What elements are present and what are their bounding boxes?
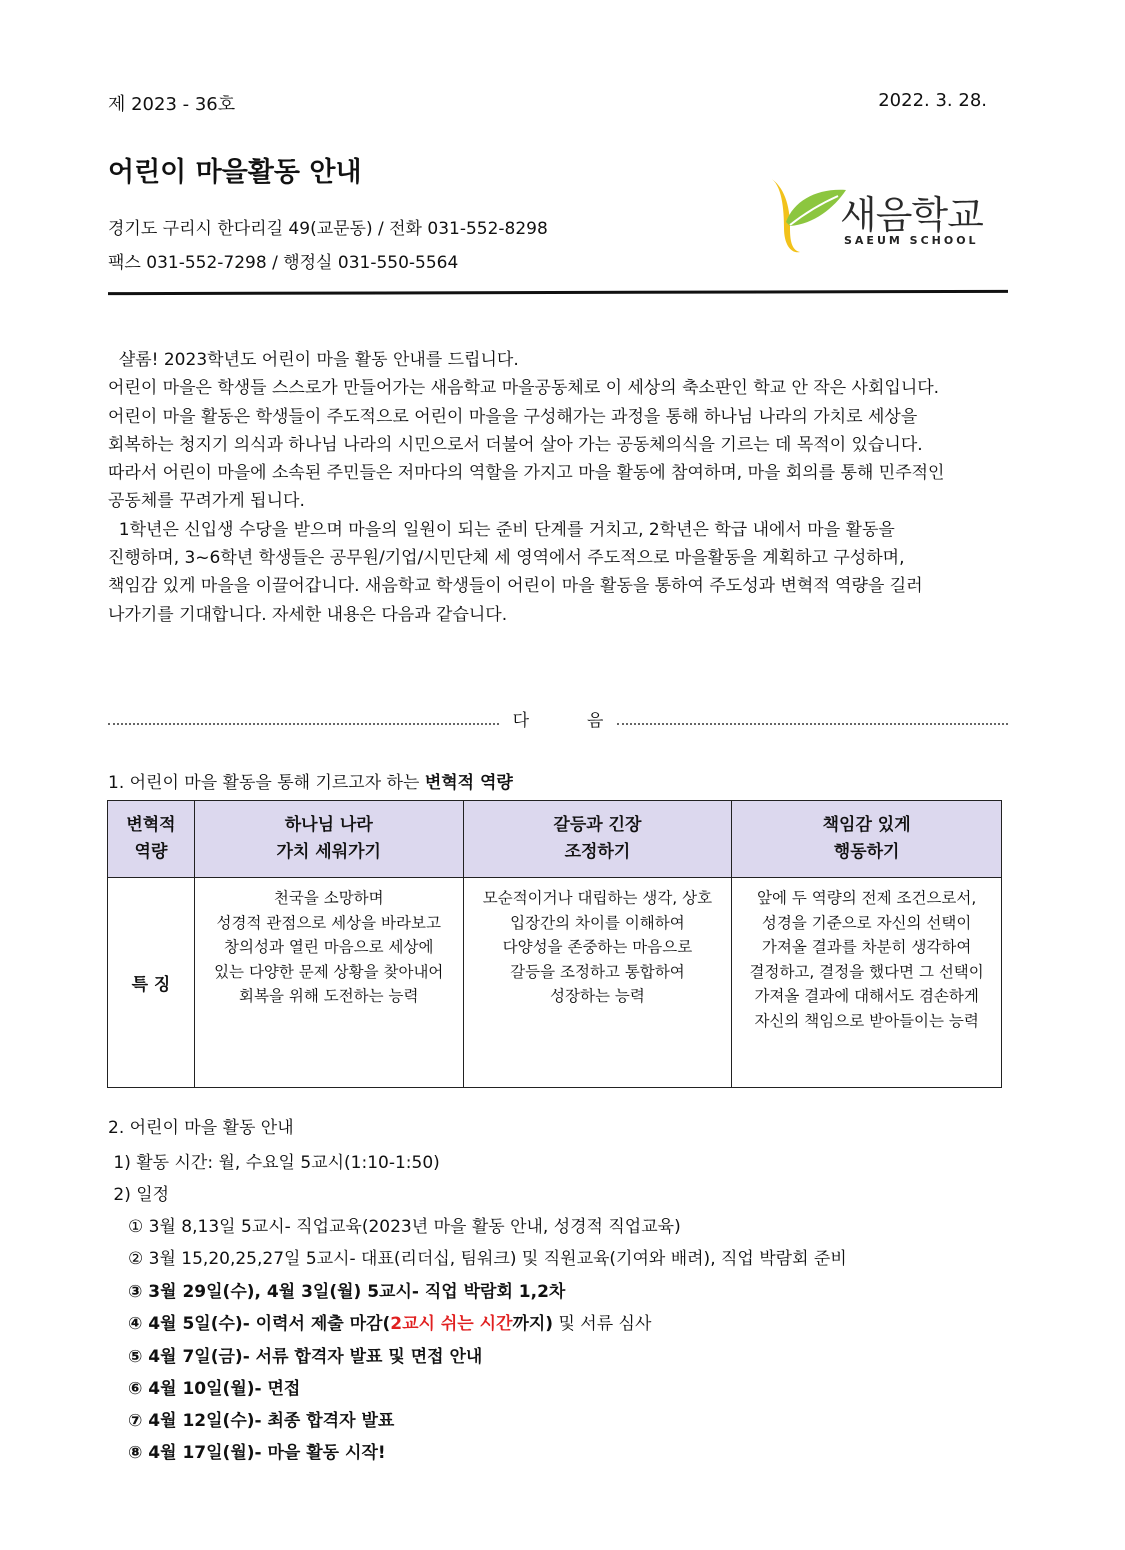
intro-line: 1학년은 신입생 수당을 받으며 마을의 일원이 되는 준비 단계를 거치고, 2학년은 학급 내에서 마을 활동을 xyxy=(108,519,895,540)
corner-line: 변혁적 xyxy=(126,815,176,835)
column-header xyxy=(194,801,463,878)
schedule-item xyxy=(128,1309,651,1334)
table-header-row xyxy=(108,801,1002,878)
header-divider xyxy=(108,290,1008,295)
schedule-item: ① 3월 8,13일 5교시- 직업교육(2023년 마을 활동 안내, 성경적 직업교육) xyxy=(128,1217,681,1237)
description-line: 가져올 결과를 차분히 생각하여 xyxy=(761,938,972,956)
section-1-heading-bold: 변혁적 역량 xyxy=(424,773,513,793)
corner-line: 역량 xyxy=(134,842,168,862)
description-line: 가져올 결과에 대해서도 겸손하게 xyxy=(754,987,979,1005)
schedule-item-tail: 및 서류 심사 xyxy=(553,1314,652,1334)
description-line: 갈등을 조정하고 통합하여 xyxy=(510,962,685,981)
description-cell xyxy=(194,878,463,1088)
schedule-item: ⑥ 4월 10일(월)- 면접 xyxy=(128,1379,301,1399)
description-cell xyxy=(463,878,732,1088)
description-line: 성장하는 능력 xyxy=(550,987,645,1005)
description-line: 입장간의 차이를 이해하여 xyxy=(510,913,685,932)
description-line: 결정하고, 결정을 했다면 그 선택이 xyxy=(749,962,984,981)
schedule-item-highlight: 2교시 쉬는 시간 xyxy=(390,1314,513,1334)
description-line: 앞에 두 역량의 전제 조건으로서, xyxy=(756,889,977,907)
issue-number: 제 2023 - 36호 xyxy=(108,94,236,115)
schedule-item-bold: ④ 4월 5일(수)- 이력서 제출 마감( xyxy=(128,1314,391,1334)
description-line: 있는 다양한 문제 상황을 찾아내어 xyxy=(214,962,444,981)
schedule-item: ⑦ 4월 12일(수)- 최종 합격자 발표 xyxy=(128,1411,395,1431)
column-header-line: 가치 세워가기 xyxy=(276,842,381,862)
table-row xyxy=(108,878,1002,1088)
divider-right-word: 음 xyxy=(587,711,604,731)
section-2-heading: 2. 어린이 마을 활동 안내 xyxy=(108,1118,294,1138)
intro-line: 진행하며, 3~6학년 학생들은 공무원/기업/시민단체 세 영역에서 주도적으로 마을활동을 계획하고 구성하며, xyxy=(108,548,905,569)
leaf-logo-icon xyxy=(760,170,850,260)
row-label: 특 징 xyxy=(108,878,195,1088)
dotted-line xyxy=(108,723,499,725)
section-1-heading-text: 1. 어린이 마을 활동을 통해 기르고자 하는 xyxy=(108,773,425,793)
logo-name: 새음학교 xyxy=(840,193,983,237)
column-header-line: 행동하기 xyxy=(833,842,900,862)
activity-time: 1) 활동 시간: 월, 수요일 5교시(1:10-1:50) xyxy=(108,1153,440,1173)
schedule-item: ③ 3월 29일(수), 4월 3일(월) 5교시- 직업 박람회 1,2차 xyxy=(128,1282,566,1302)
intro-line: 공동체를 꾸려가게 됩니다. xyxy=(108,491,305,512)
schedule-item: ⑤ 4월 7일(금)- 서류 합격자 발표 및 면접 안내 xyxy=(128,1347,483,1367)
column-header-line: 조정하기 xyxy=(564,842,631,862)
description-line: 성경을 기준으로 자신의 선택이 xyxy=(761,913,972,932)
page-title: 어린이 마을활동 안내 xyxy=(108,157,362,188)
dotted-line xyxy=(617,723,1008,725)
address-line-1: 경기도 구리시 한다리길 49(교문동) / 전화 031-552-8298 xyxy=(108,219,548,239)
description-line: 자신의 책임으로 받아들이는 능력 xyxy=(754,1011,979,1030)
intro-line: 나가기를 기대합니다. 자세한 내용은 다음과 같습니다. xyxy=(108,604,508,625)
intro-line: 회복하는 청지기 의식과 하나님 나라의 시민으로서 더불어 살아 가는 공동체의식을 기르는 데 목적이 있습니다. xyxy=(108,434,923,455)
description-line: 천국을 소망하며 xyxy=(273,889,384,907)
schedule-item: ② 3월 15,20,25,27일 5교시- 대표(리더십, 팀워크) 및 직원교육(기여와 배려), 직업 박람회 준비 xyxy=(128,1249,847,1269)
section-1-heading xyxy=(108,768,513,793)
column-header xyxy=(463,801,732,878)
schedule-label: 2) 일정 xyxy=(108,1185,170,1205)
schedule-item-bold: 까지) xyxy=(512,1314,554,1334)
divider-left-word: 다 xyxy=(512,711,529,731)
schedule-item: ⑧ 4월 17일(월)- 마을 활동 시작! xyxy=(128,1443,386,1463)
logo-subtitle: SAEUM SCHOOL xyxy=(844,234,979,247)
description-cell xyxy=(732,878,1002,1088)
address-line-2: 팩스 031-552-7298 / 행정실 031-550-5564 xyxy=(108,253,459,273)
description-line: 다양성을 존중하는 마음으로 xyxy=(502,938,693,956)
column-header-line: 하나님 나라 xyxy=(284,815,373,835)
intro-line: 책임감 있게 마을을 이끌어갑니다. 새음학교 학생들이 어린이 마을 활동을 통하여 주도성과 변혁적 역량을 길러 xyxy=(108,576,923,597)
column-header xyxy=(732,801,1002,878)
intro-line: 따라서 어린이 마을에 소속된 주민들은 저마다의 역할을 가지고 마을 활동에 참여하며, 마을 회의를 통해 민주적인 xyxy=(108,463,945,484)
column-header-line: 갈등과 긴장 xyxy=(553,815,642,835)
description-line: 모순적이거나 대립하는 생각, 상호 xyxy=(482,889,713,907)
intro-line: 어린이 마을은 학생들 스스로가 만들어가는 새음학교 마을공동체로 이 세상의 축소판인 학교 안 작은 사회입니다. xyxy=(108,378,940,399)
description-line: 창의성과 열린 마음으로 세상에 xyxy=(224,938,434,956)
intro-line: 어린이 마을 활동은 학생들이 주도적으로 어린이 마을을 구성해가는 과정을 통해 하나님 나라의 가치로 세상을 xyxy=(108,406,918,427)
dotted-divider xyxy=(108,706,1008,731)
table-corner-cell xyxy=(108,801,195,878)
column-header-line: 책임감 있게 xyxy=(822,815,911,835)
competency-table xyxy=(107,800,1002,1088)
description-line: 성경적 관점으로 세상을 바라보고 xyxy=(216,913,441,932)
description-line: 회복을 위해 도전하는 능력 xyxy=(239,987,419,1005)
intro-line: 샬롬! 2023학년도 어린이 마을 활동 안내를 드립니다. xyxy=(108,350,519,370)
school-logo xyxy=(760,170,1000,260)
intro-text xyxy=(108,346,1018,629)
document-date: 2022. 3. 28. xyxy=(878,90,987,111)
